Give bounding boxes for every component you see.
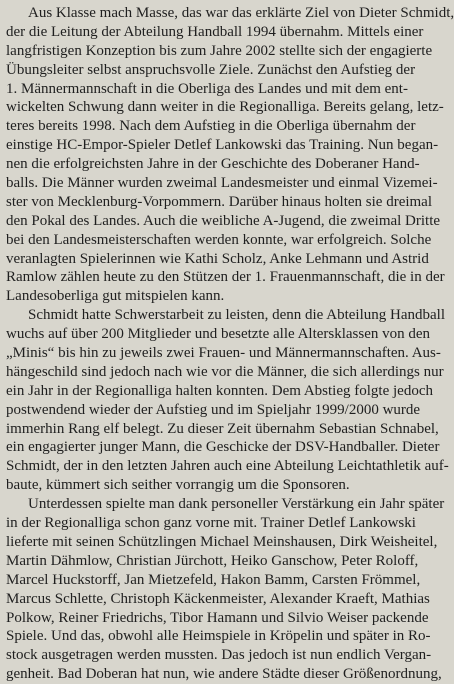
text-line: langfristigen Konzeption bis zum Jahre 2002 stellte sich der engagierte [6, 42, 433, 59]
text-line: Übungsleiter selbst anspruchsvolle Ziele. Zunächst den Aufstieg der [6, 61, 416, 78]
text-line: Marcel Huckstorff, Jan Mietzefeld, Hakon Bamm, Carsten Frömmel, [6, 571, 421, 588]
text-line: Polkow, Reiner Friedrichs, Tibor Hamann und Silvio Weiser packende [6, 609, 429, 626]
text-line: Ramlow zählen heute zu den Stützen der 1. Frauenmannschaft, die in der [6, 269, 445, 286]
text-line: Aus Klasse mach Masse, das war das erklärte Ziel von Dieter Schmidt, [28, 5, 454, 21]
text-line: balls. Die Männer wurden zweimal Landesmeister und einmal Vizemei- [6, 175, 438, 192]
text-line: genheit. Bad Doberan hat nun, wie andere Städte dieser Größenordnung, [6, 666, 442, 683]
text-line: Marcus Schlette, Christoph Käckenmeister, Alexander Kraeft, Mathias [6, 590, 430, 607]
text-line: baute, kümmert sich seither vorrangig um die Sponsoren. [6, 477, 350, 494]
text-line: wuchs auf über 200 Mitglieder und besetzte alle Altersklassen von den [6, 326, 431, 343]
text-line: nen die erfolgreichsten Jahre in der Geschichte des Doberaner Hand- [6, 156, 420, 173]
body-text [6, 4, 454, 684]
text-line: teres bereits 1998. Nach dem Aufstieg in die Oberliga übernahm der [6, 118, 416, 135]
text-line: immerhin Rang elf belegt. Zu dieser Zeit übernahm Sebastian Schnabel, [6, 420, 439, 437]
text-line: „Minis“ bis hin zu jeweils zwei Frauen- und Männermannschaften. Aus- [6, 345, 441, 362]
text-line: Martin Dähmlow, Christian Jürchott, Heiko Ganschow, Peter Roloff, [6, 552, 419, 569]
text-line: ein Jahr in der Regionalliga halten konnten. Dem Abstieg folgte jedoch [6, 382, 433, 399]
text-line: den Pokal des Landes. Auch die weibliche A-Jugend, die zweimal Dritte [6, 212, 441, 229]
text-line: stock ausgetragen werden mussten. Das jedoch ist nun endlich Vergan- [6, 647, 432, 664]
text-line: bei den Landesmeisterschaften werden konnte, war erfolgreich. Solche [6, 231, 432, 248]
text-line: wickelten Schwung dann weiter in die Regionalliga. Bereits gelang, letz- [6, 99, 444, 116]
text-line: veranlagten Spielerinnen wie Kathi Scholz, Anke Lehmann und Astrid [6, 250, 429, 267]
text-line: ein engagierter junger Mann, die Geschicke der DSV-Handballer. Dieter [6, 439, 440, 456]
text-line: ster von Mecklenburg-Vorpommern. Darüber hinaus holten sie dreimal [6, 193, 433, 210]
text-line: Unterdessen spielte man dank personeller Verstärkung ein Jahr später [28, 496, 445, 513]
text-line: Schmidt, der in den letzten Jahren auch eine Abteilung Leichtathletik auf- [6, 458, 449, 475]
text-line: Spiele. Und das, obwohl alle Heimspiele in Kröpelin und später in Ro- [6, 628, 431, 645]
text-line: der die Leitung der Abteilung Handball 1994 übernahm. Mittels einer [6, 23, 424, 40]
text-line: Landesoberliga gut mitspielen kann. [6, 288, 225, 305]
text-line: Schmidt hatte Schwerstarbeit zu leisten, denn die Abteilung Handball [28, 307, 445, 324]
text-line: einstige HC-Empor-Spieler Detlef Lankowski das Training. Nun began- [6, 137, 439, 154]
text-line: in der Regionalliga schon ganz vorne mit. Trainer Detlef Lankowski [6, 515, 416, 532]
text-line: hängeschild sind jedoch nach wie vor die Männer, die sich allerdings nur [6, 363, 444, 380]
text-line: lieferte mit seinen Schützlingen Michael Meinshausen, Dirk Weisheitel, [6, 533, 438, 550]
text-line: 1. Männermannschaft in die Oberliga des Landes und mit dem ent- [6, 80, 408, 97]
text-line: postwendend wieder der Aufstieg und im Spieljahr 1999/2000 wurde [6, 401, 421, 418]
